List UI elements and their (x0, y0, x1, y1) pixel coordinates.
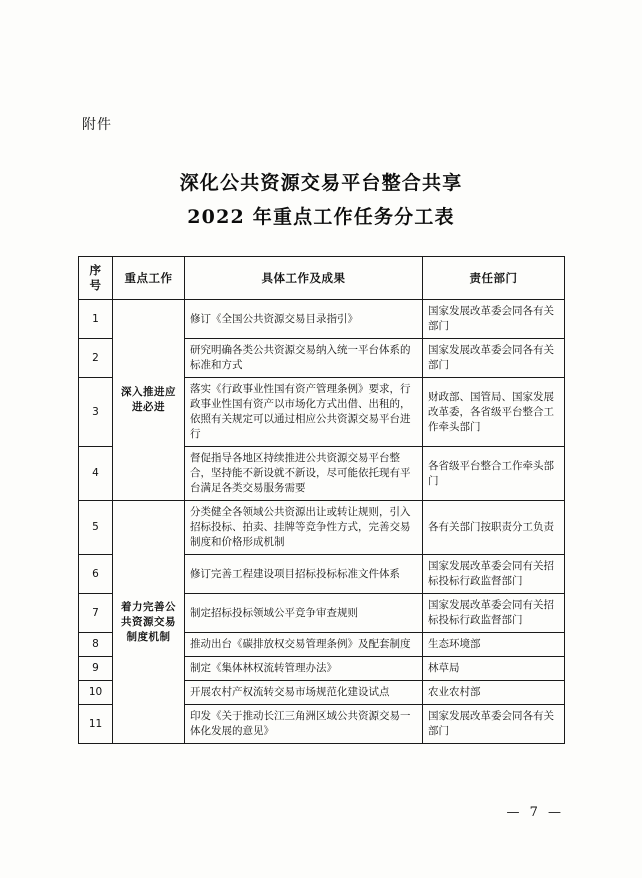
table-body (79, 300, 565, 744)
cell-task: 制定招标投标领域公平竞争审查规则 (185, 594, 423, 633)
cell-dept: 各省级平台整合工作牵头部门 (423, 447, 565, 501)
cell-task: 开展农村产权流转交易市场规范化建设试点 (185, 681, 423, 705)
cell-dept: 国家发展改革委会同各有关部门 (423, 300, 565, 339)
cell-task: 印发《关于推动长江三角洲区域公共资源交易一体化发展的意见》 (185, 705, 423, 744)
cell-dept: 各有关部门按职责分工负责 (423, 501, 565, 555)
page-number: — 7 — (506, 805, 564, 820)
cell-seq: 5 (79, 501, 113, 555)
table-header-row (79, 257, 565, 300)
cell-dept: 林草局 (423, 657, 565, 681)
title-line-1: 深化公共资源交易平台整合共享 (179, 172, 463, 194)
cell-dept: 财政部、国管局、国家发展改革委，各省级平台整合工作牵头部门 (423, 378, 565, 447)
column-header-task: 具体工作及成果 (185, 257, 423, 300)
cell-task: 制定《集体林权流转管理办法》 (185, 657, 423, 681)
cell-focus-group-1: 深入推进应进必进 (113, 300, 185, 501)
cell-task: 推动出台《碳排放权交易管理条例》及配套制度 (185, 633, 423, 657)
cell-dept: 生态环境部 (423, 633, 565, 657)
work-division-table (78, 256, 565, 744)
cell-seq: 4 (79, 447, 113, 501)
cell-seq: 7 (79, 594, 113, 633)
cell-seq: 10 (79, 681, 113, 705)
column-header-focus: 重点工作 (113, 257, 185, 300)
cell-dept: 国家发展改革委会同有关招标投标行政监督部门 (423, 555, 565, 594)
cell-seq: 11 (79, 705, 113, 744)
cell-seq: 2 (79, 339, 113, 378)
attachment-label: 附件 (82, 117, 112, 133)
table-row (79, 300, 565, 339)
cell-seq: 8 (79, 633, 113, 657)
cell-dept: 农业农村部 (423, 681, 565, 705)
page-title (0, 166, 642, 234)
cell-dept: 国家发展改革委会同各有关部门 (423, 705, 565, 744)
table-header (79, 257, 565, 300)
title-line-2: 2022 年重点工作任务分工表 (187, 206, 455, 228)
column-header-seq: 序号 (79, 257, 113, 300)
cell-task: 修订完善工程建设项目招标投标标准文件体系 (185, 555, 423, 594)
column-header-dept: 责任部门 (423, 257, 565, 300)
cell-seq: 9 (79, 657, 113, 681)
cell-seq: 6 (79, 555, 113, 594)
cell-task: 落实《行政事业性国有资产管理条例》要求，行政事业性国有资产以市场化方式出借、出租的，依照有关规定可以通过相应公共资源交易平台进行 (185, 378, 423, 447)
cell-dept: 国家发展改革委会同有关招标投标行政监督部门 (423, 594, 565, 633)
cell-task: 分类健全各领域公共资源出让或转让规则，引入招标投标、拍卖、挂牌等竞争性方式，完善交易制度和价格形成机制 (185, 501, 423, 555)
cell-dept: 国家发展改革委会同各有关部门 (423, 339, 565, 378)
cell-seq: 1 (79, 300, 113, 339)
cell-task: 督促指导各地区持续推进公共资源交易平台整合，坚持能不新设就不新设，尽可能依托现有平台满足各类交易服务需要 (185, 447, 423, 501)
cell-task: 研究明确各类公共资源交易纳入统一平台体系的标准和方式 (185, 339, 423, 378)
cell-focus-group-2: 着力完善公共资源交易制度机制 (113, 501, 185, 744)
table-row (79, 501, 565, 555)
cell-seq: 3 (79, 378, 113, 447)
cell-task: 修订《全国公共资源交易目录指引》 (185, 300, 423, 339)
